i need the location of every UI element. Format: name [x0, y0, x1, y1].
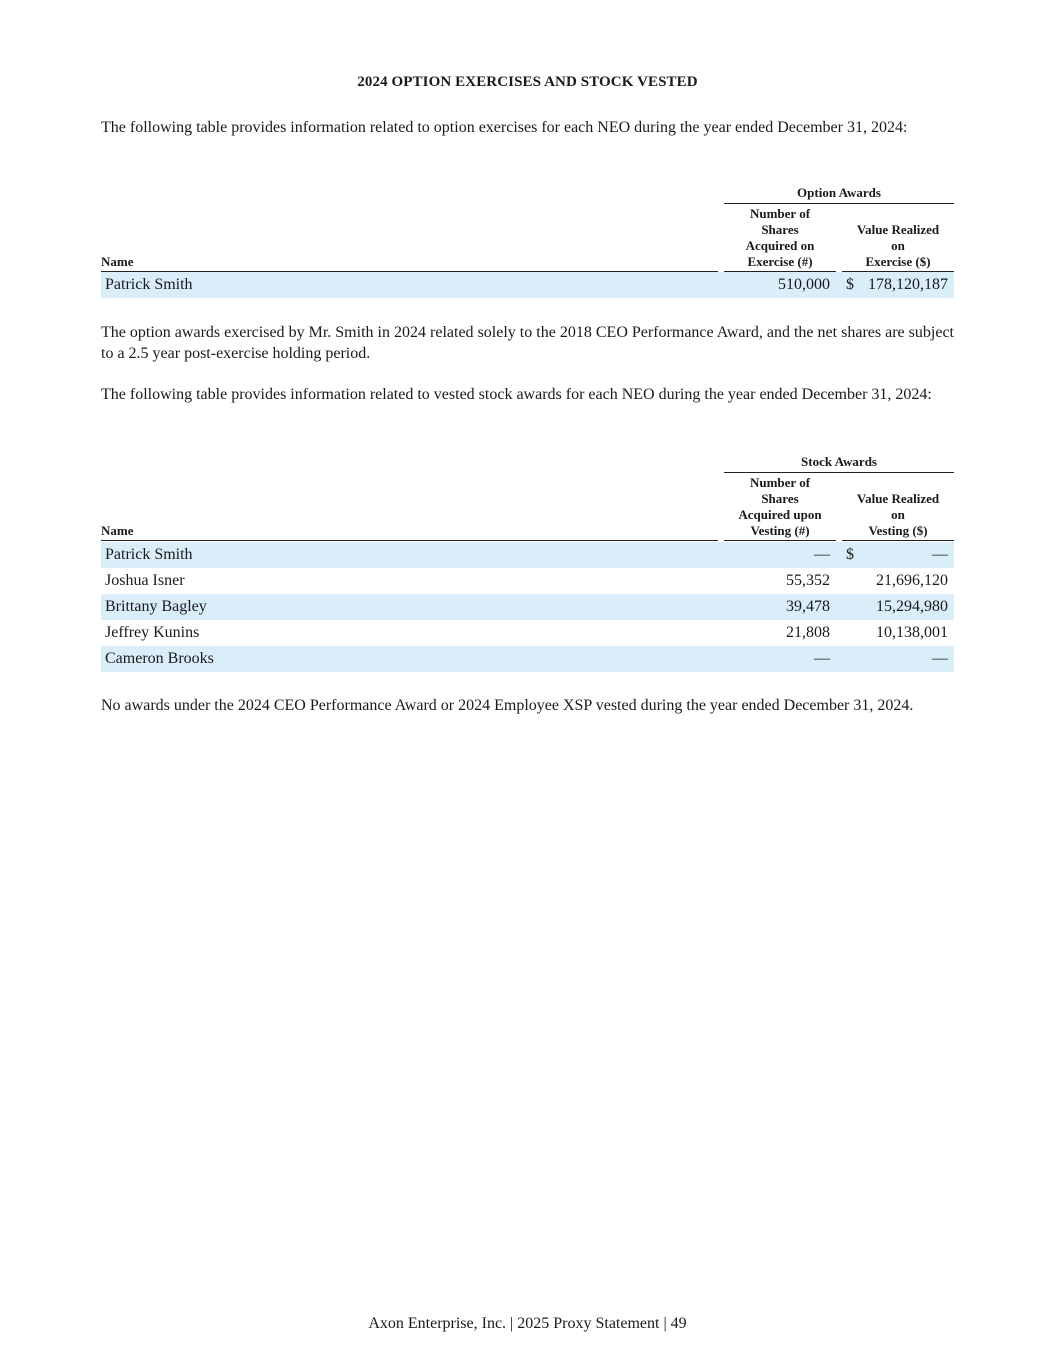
option-note-paragraph: The option awards exercised by Mr. Smith in 2024 related solely to the 2018 CEO Performance Award, and the net shares are subject to a 2.5 year post-exercise holding period.	[101, 324, 954, 362]
stock-awards-table	[101, 454, 954, 672]
option-intro-paragraph: The following table provides information related to option exercises for each NEO during the year ended December 31, 2024:	[101, 119, 908, 136]
row-name: Cameron Brooks	[105, 650, 214, 667]
page-title: 2024 OPTION EXERCISES AND STOCK VESTED	[357, 74, 698, 90]
option-value-header: Value Realized on Exercise ($)	[842, 222, 954, 272]
table-row	[101, 594, 954, 620]
row-name: Joshua Isner	[105, 572, 185, 589]
table-row	[101, 568, 954, 594]
stock-intro-paragraph: The following table provides information related to vested stock awards for each NEO during the year ended December 31, 2024:	[101, 386, 932, 403]
row-shares: 21,808	[786, 624, 830, 641]
table-row	[101, 620, 954, 646]
row-shares: —	[814, 546, 830, 563]
table-row	[101, 646, 954, 672]
row-value: 178,120,187	[868, 276, 948, 293]
row-name: Jeffrey Kunins	[105, 624, 200, 641]
row-value: —	[932, 650, 948, 667]
page-footer: Axon Enterprise, Inc. | 2025 Proxy Statement | 49	[368, 1315, 687, 1332]
row-value: 10,138,001	[876, 624, 948, 641]
row-value: —	[932, 546, 948, 563]
stock-shares-header: Number of Shares Acquired upon Vesting (#)	[724, 475, 836, 541]
option-awards-group-header: Option Awards	[724, 185, 954, 204]
closing-note-paragraph: No awards under the 2024 CEO Performance Award or 2024 Employee XSP vested during the year ended December 31, 2024.	[101, 697, 914, 714]
stock-awards-group-header: Stock Awards	[724, 454, 954, 473]
row-shares: —	[814, 650, 830, 667]
stock-name-header: Name	[101, 523, 718, 541]
row-dollar-sign: $	[846, 276, 854, 293]
option-shares-header: Number of Shares Acquired on Exercise (#)	[724, 206, 836, 272]
row-value: 21,696,120	[876, 572, 948, 589]
row-shares: 510,000	[778, 276, 830, 293]
row-name: Brittany Bagley	[105, 598, 207, 615]
row-name: Patrick Smith	[105, 546, 193, 563]
table-row	[101, 272, 954, 298]
option-awards-table	[101, 185, 954, 297]
row-shares: 39,478	[786, 598, 830, 615]
row-name: Patrick Smith	[105, 276, 193, 293]
row-shares: 55,352	[786, 572, 830, 589]
option-name-header: Name	[101, 254, 718, 272]
row-value: 15,294,980	[876, 598, 948, 615]
stock-value-header: Value Realized on Vesting ($)	[842, 491, 954, 541]
row-dollar-sign: $	[846, 546, 854, 563]
table-row	[101, 542, 954, 568]
